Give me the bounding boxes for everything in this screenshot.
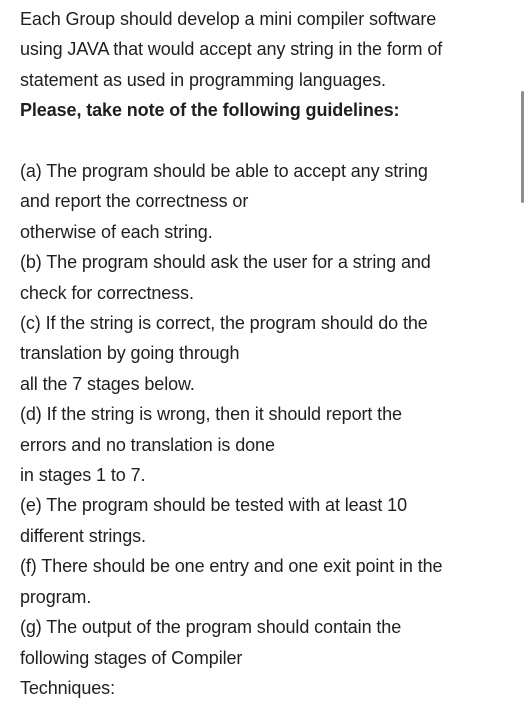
paragraph-gap	[20, 126, 515, 156]
scrollbar-thumb[interactable]	[521, 91, 524, 203]
guideline-line: check for correctness.	[20, 282, 194, 303]
assignment-text	[20, 4, 515, 703]
guideline-line: different strings.	[20, 525, 146, 546]
guideline-line: following stages of Compiler	[20, 647, 243, 668]
guideline-line: (f) There should be one entry and one exit point in the	[20, 556, 443, 577]
intro-line: using JAVA that would accept any string in the form of	[20, 39, 443, 60]
guideline-line: program.	[20, 586, 92, 607]
guideline-line: (c) If the string is correct, the program should do the	[20, 313, 428, 334]
guideline-line: in stages 1 to 7.	[20, 465, 146, 486]
guideline-line: and report the correctness or	[20, 191, 249, 212]
guideline-line: all the 7 stages below.	[20, 373, 195, 394]
guideline-line: (g) The output of the program should contain the	[20, 617, 402, 638]
intro-line: Each Group should develop a mini compiler software	[20, 9, 437, 29]
guideline-line: Techniques:	[20, 677, 115, 698]
guideline-line: (d) If the string is wrong, then it should report the	[20, 404, 402, 425]
intro-line: statement as used in programming languages.	[20, 69, 386, 90]
guideline-line: (b) The program should ask the user for a string and	[20, 252, 431, 273]
guideline-line: translation by going through	[20, 343, 240, 364]
guideline-line: errors and no translation is done	[20, 434, 275, 455]
guideline-line: (a) The program should be able to accept any string	[20, 161, 428, 182]
guidelines-heading: Please, take note of the following guidelines:	[20, 100, 400, 121]
guideline-line: otherwise of each string.	[20, 221, 213, 242]
guideline-line: (e) The program should be tested with at least 10	[20, 495, 407, 516]
